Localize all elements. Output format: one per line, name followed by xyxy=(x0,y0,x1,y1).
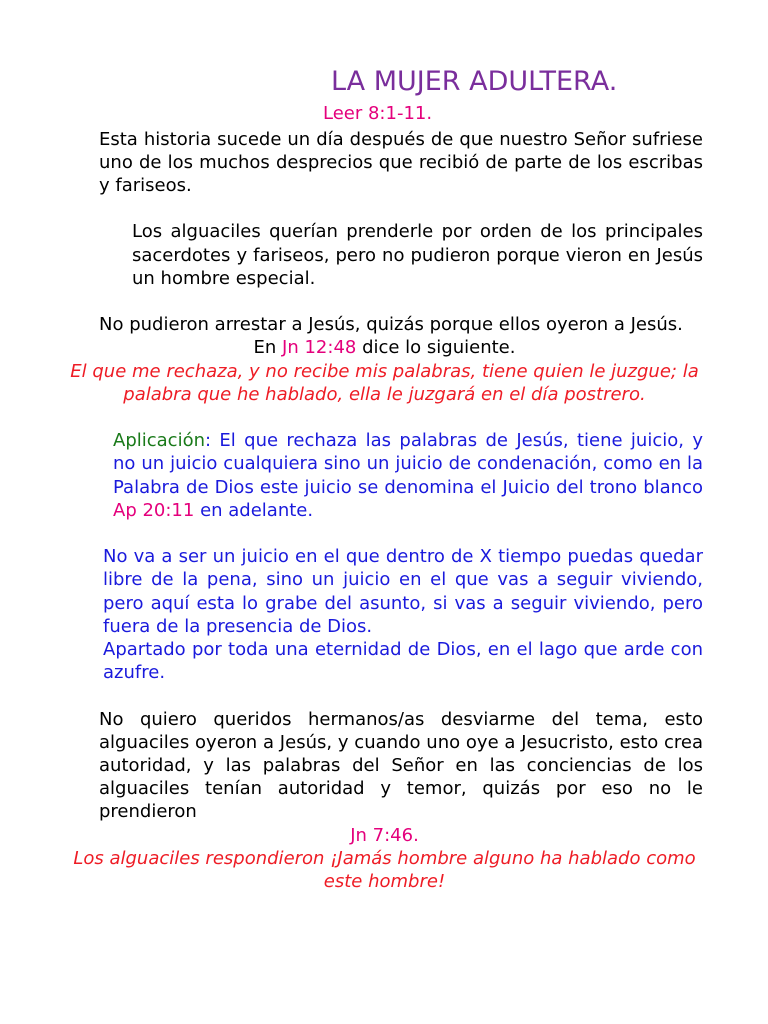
document-title: LA MUJER ADULTERA. xyxy=(331,66,618,97)
application-text: El que rechaza las palabras de Jesús, tiene juicio, y no un juicio cualquiera sino un juicio de condenación, como en la Palabra de Dios este juicio se denomina el Juicio del trono blanco xyxy=(113,430,703,498)
paragraph-7: No quiero queridos hermanos/as desviarme del tema, esto alguaciles oyeron a Jesús, y cuando uno oye a Jesucristo, esto crea autoridad, y las palabras del Señor en las conciencias de los alguaciles tenían autoridad y temor, quizás por eso no le prendieron xyxy=(99,708,703,823)
reference-2: Jn 7:46. xyxy=(350,824,419,846)
paragraph-2: Los alguaciles querían prenderle por orden de los principales sacerdotes y fariseos, pero no pudieron porque vieron en Jesús un hombre especial. xyxy=(132,221,703,289)
paragraph-5: No va a ser un juicio en el que dentro de X tiempo puedas quedar libre de la pena, sino un juicio en el que vas a seguir viviendo, pero aquí esta lo grabe del asunto, si vas a seguir viviendo, pero fuera de la presencia de Dios. xyxy=(103,546,703,637)
paragraph-6: Apartado por toda una eternidad de Dios, en el lago que arde con azufre. xyxy=(103,638,703,684)
citation-line: En Jn 12:48 dice lo siguiente. xyxy=(253,337,516,359)
paragraph-3: No pudieron arrestar a Jesús, quizás porque ellos oyeron a Jesús. xyxy=(99,314,683,336)
document-body xyxy=(66,58,703,893)
paragraph-1: Esta historia sucede un día después de que nuestro Señor sufriese uno de los muchos desprecios que recibió de parte de los escribas y fariseos. xyxy=(99,128,703,196)
reading-reference: Leer 8:1-11. xyxy=(323,103,433,124)
quote-1: El que me rechaza, y no recibe mis palabras, tiene quien le juzgue; la palabra que he hablado, ella le juzgará en el día postrero. xyxy=(70,360,699,405)
application-paragraph: Aplicación: El que rechaza las palabras de Jesús, tiene juicio, y no un juicio cualquiera sino un juicio de condenación, como en la Palabra de Dios este juicio se denomina el Juicio del trono blanco Ap 20:11 en adelante. xyxy=(113,430,703,521)
quote-2: Los alguaciles respondieron ¡Jamás hombre alguno ha hablado como este hombre! xyxy=(73,847,696,892)
application-reference: Ap 20:11 xyxy=(113,499,195,521)
application-label: Aplicación xyxy=(113,430,205,452)
citation-reference: Jn 12:48 xyxy=(282,337,357,359)
